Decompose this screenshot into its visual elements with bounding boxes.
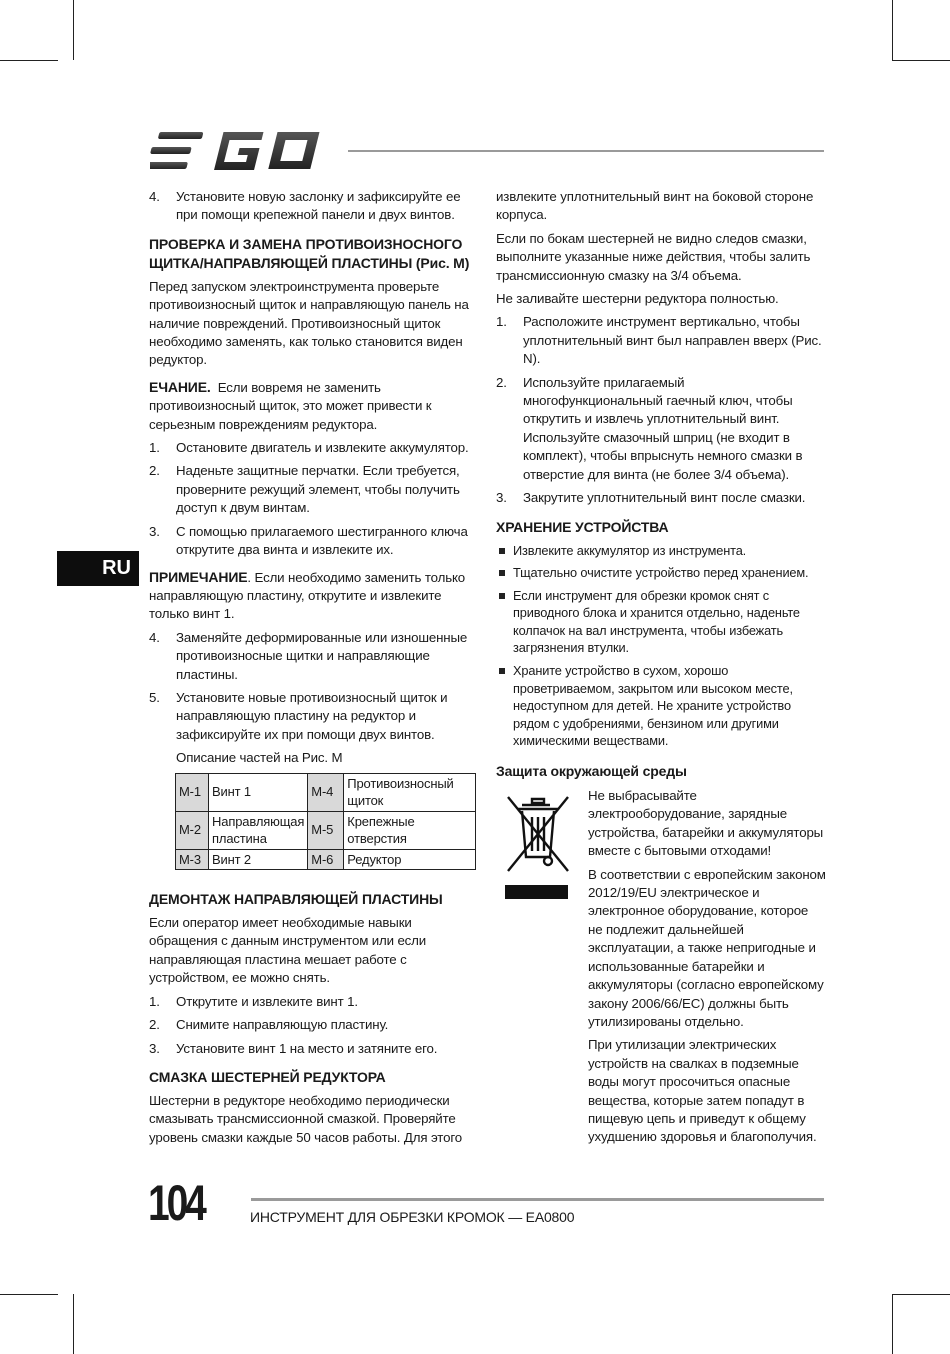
- table-cell: Направляющая пластина: [209, 811, 308, 849]
- note-label: ПРИМЕЧАНИЕ: [149, 568, 248, 585]
- table-cell: Редуктор: [344, 849, 476, 870]
- bullet-square-icon: [499, 593, 505, 599]
- paragraph: Шестерни в редукторе необходимо периодически смазывать трансмиссионной смазкой. Проверяйте уровень смазки каждые 50 часов работы. Для этого: [149, 1092, 462, 1145]
- crossed-out-bin-icon: [498, 791, 578, 877]
- warning-label: ЕЧАНИЕ.: [149, 378, 211, 395]
- table-cell: Винт 1: [209, 773, 308, 811]
- table-cell: Крепежные отверстия: [344, 811, 476, 849]
- step-list: [149, 439, 477, 559]
- section-heading-lubrication: СМАЗКА ШЕСТЕРНЕЙ РЕДУКТОРА: [149, 1068, 386, 1085]
- ego-logo-icon: [150, 130, 332, 172]
- paragraph: Если оператор имеет необходимые навыки обращения с данным инструментом или если направляющая пластина мешает работе с устройством, ее можно снять.: [149, 915, 427, 986]
- weee-bar: [505, 885, 568, 899]
- step-list: [149, 629, 477, 744]
- crop-mark-bottom-left-h: [0, 1294, 58, 1295]
- crop-mark-top-right-h: [892, 60, 950, 61]
- paragraph: Если по бокам шестерней не видно следов смазки, выполните указанные ниже действия, чтобы залить трансмиссионную смазку на 3/4 объема.: [496, 230, 811, 283]
- left-column: [149, 188, 477, 1152]
- table-row: [176, 773, 476, 811]
- table-cell: M-5: [308, 811, 344, 849]
- list-item: 2. Снимите направляющую пластину.: [149, 1017, 389, 1033]
- list-item: 5. Установите новые противоизносный щиток и направляющую пластину на редуктор и зафиксируйте их при помощи двух винтов.: [149, 689, 448, 742]
- list-item: Храните устройство в сухом, хорошо проветриваемом, закрытом или высоком месте, недоступном для детей. Не храните устройство рядом с удобрениями, бензином или другими химическими веществами.: [496, 662, 826, 750]
- section-heading-guide-removal: ДЕМОНТАЖ НАПРАВЛЯЮЩЕЙ ПЛАСТИНЫ: [149, 891, 443, 908]
- list-item: 2. Используйте прилагаемый многофункциональный гаечный ключ, чтобы открутить и извлечь уплотнительный винт. Используйте смазочный шприц (не входит в комплект), чтобы впрыснуть немного смазки в отверстие для винта (не более 3/4 объема).: [496, 374, 803, 482]
- parts-caption: Описание частей на Рис. M: [176, 750, 343, 766]
- weee-symbol: [496, 787, 588, 1152]
- paragraph: При утилизации электрических устройств на свалках в подземные воды могут просочиться опасные вещества, которые затем попадут в пищевую цепь и приведут к общему ухудшению здоровья и благополучия.: [588, 1037, 817, 1145]
- environment-text: [588, 787, 826, 1152]
- section-heading-environment: Защита окружающей среды: [496, 763, 687, 780]
- paragraph: В соответствии с европейским законом 2012/19/EU электрическое и электронное оборудование, которое не подлежит дальнейшей эксплуатации, а также непригодные и использованные батарейки и аккумуляторы (согласно европейскому закону 2006/66/EC) должны быть утилизированы отдельно.: [588, 866, 826, 1029]
- step-list-continued: [149, 188, 477, 225]
- table-cell: M-1: [176, 773, 209, 811]
- language-tab: RU: [57, 551, 139, 586]
- list-item: 3. Установите винт 1 на место и затяните его.: [149, 1040, 438, 1056]
- bullet-square-icon: [499, 548, 505, 554]
- parts-table: [175, 773, 476, 871]
- list-item: Тщательно очистите устройство перед хранением.: [496, 564, 826, 582]
- list-item: 3. Закрутите уплотнительный винт после смазки.: [496, 490, 806, 506]
- section-heading-storage: ХРАНЕНИЕ УСТРОЙСТВА: [496, 518, 669, 535]
- table-row: [176, 849, 476, 870]
- step-list: [149, 993, 477, 1058]
- list-item: 4. Установите новую заслонку и зафиксируйте ее при помощи крепежной панели и двух винтов.: [149, 189, 461, 223]
- table-cell: M-4: [308, 773, 344, 811]
- crop-mark-bottom-right-h: [892, 1294, 950, 1295]
- crop-mark-top-left-v: [73, 0, 74, 60]
- list-item: 4. Заменяйте деформированные или изношенные противоизносные щитки и направляющие пластины.: [149, 629, 468, 682]
- list-item: 1. Открутите и извлеките винт 1.: [149, 993, 358, 1009]
- crop-mark-top-left-h: [0, 60, 58, 61]
- table-cell: Винт 2: [209, 849, 308, 870]
- footer-title: ИНСТРУМЕНТ ДЛЯ ОБРЕЗКИ КРОМОК — EA0800: [250, 1209, 575, 1225]
- section-heading-wear-plate: ПРОВЕРКА И ЗАМЕНА ПРОТИВОИЗНОСНОГО ЩИТКА/НАПРАВЛЯЮЩЕЙ ПЛАСТИНЫ (Рис. M): [149, 235, 470, 271]
- paragraph: Не заливайте шестерни редуктора полностью.: [496, 291, 779, 307]
- list-item: 3. С помощью прилагаемого шестигранного ключа открутите два винта и извлеките их.: [149, 523, 468, 558]
- warning-paragraph: ЕЧАНИЕ. Если вовремя не заменить противоизносный щиток, это может привести к серьезным повреждениям редуктора.: [149, 378, 432, 432]
- table-cell: M-3: [176, 849, 209, 870]
- list-item: Извлеките аккумулятор из инструмента.: [496, 542, 826, 560]
- table-cell: M-6: [308, 849, 344, 870]
- paragraph: извлеките уплотнительный винт на боковой стороне корпуса.: [496, 189, 814, 223]
- right-column: [496, 188, 826, 1152]
- footer-rule: [251, 1198, 824, 1201]
- step-list: [496, 313, 826, 507]
- table-cell: Противоизносный щиток: [344, 773, 476, 811]
- table-row: [176, 811, 476, 849]
- paragraph: Не выбрасывайте электрооборудование, зарядные устройства, батарейки и аккумуляторы вместе с бытовыми отходами!: [588, 788, 824, 859]
- list-item: 1. Остановите двигатель и извлеките аккумулятор.: [149, 440, 469, 456]
- bullet-square-icon: [499, 570, 505, 576]
- bullet-square-icon: [499, 668, 505, 674]
- bullet-list: [496, 542, 826, 751]
- page-number: 104: [148, 1175, 204, 1231]
- ego-logo: [150, 130, 332, 172]
- note-paragraph: ПРИМЕЧАНИЕ. Если необходимо заменить только направляющую пластину, открутите и извлеките только винт 1.: [149, 568, 466, 622]
- list-item: Если инструмент для обрезки кромок снят с приводного блока и хранится отдельно, наденьте колпачок на вал инструмента, чтобы избежать загрязнения втулки.: [496, 587, 826, 657]
- crop-mark-bottom-right-v: [892, 1294, 893, 1354]
- table-cell: M-2: [176, 811, 209, 849]
- paragraph: Перед запуском электроинструмента проверьте противоизносный щиток и направляющую панель на наличие повреждений. Противоизносный щиток необходимо заменять, как только становится виден редуктор.: [149, 278, 469, 368]
- list-item: 2. Наденьте защитные перчатки. Если требуется, проверните режущий элемент, чтобы получить доступ к двум винтам.: [149, 463, 460, 516]
- crop-mark-bottom-left-v: [73, 1294, 74, 1354]
- environment-block: [496, 787, 826, 1152]
- list-item: 1. Расположите инструмент вертикально, чтобы уплотнительный винт был направлен вверх (Рис. N).: [496, 314, 822, 367]
- crop-mark-top-right-v: [892, 0, 893, 60]
- header-rule: [348, 150, 824, 152]
